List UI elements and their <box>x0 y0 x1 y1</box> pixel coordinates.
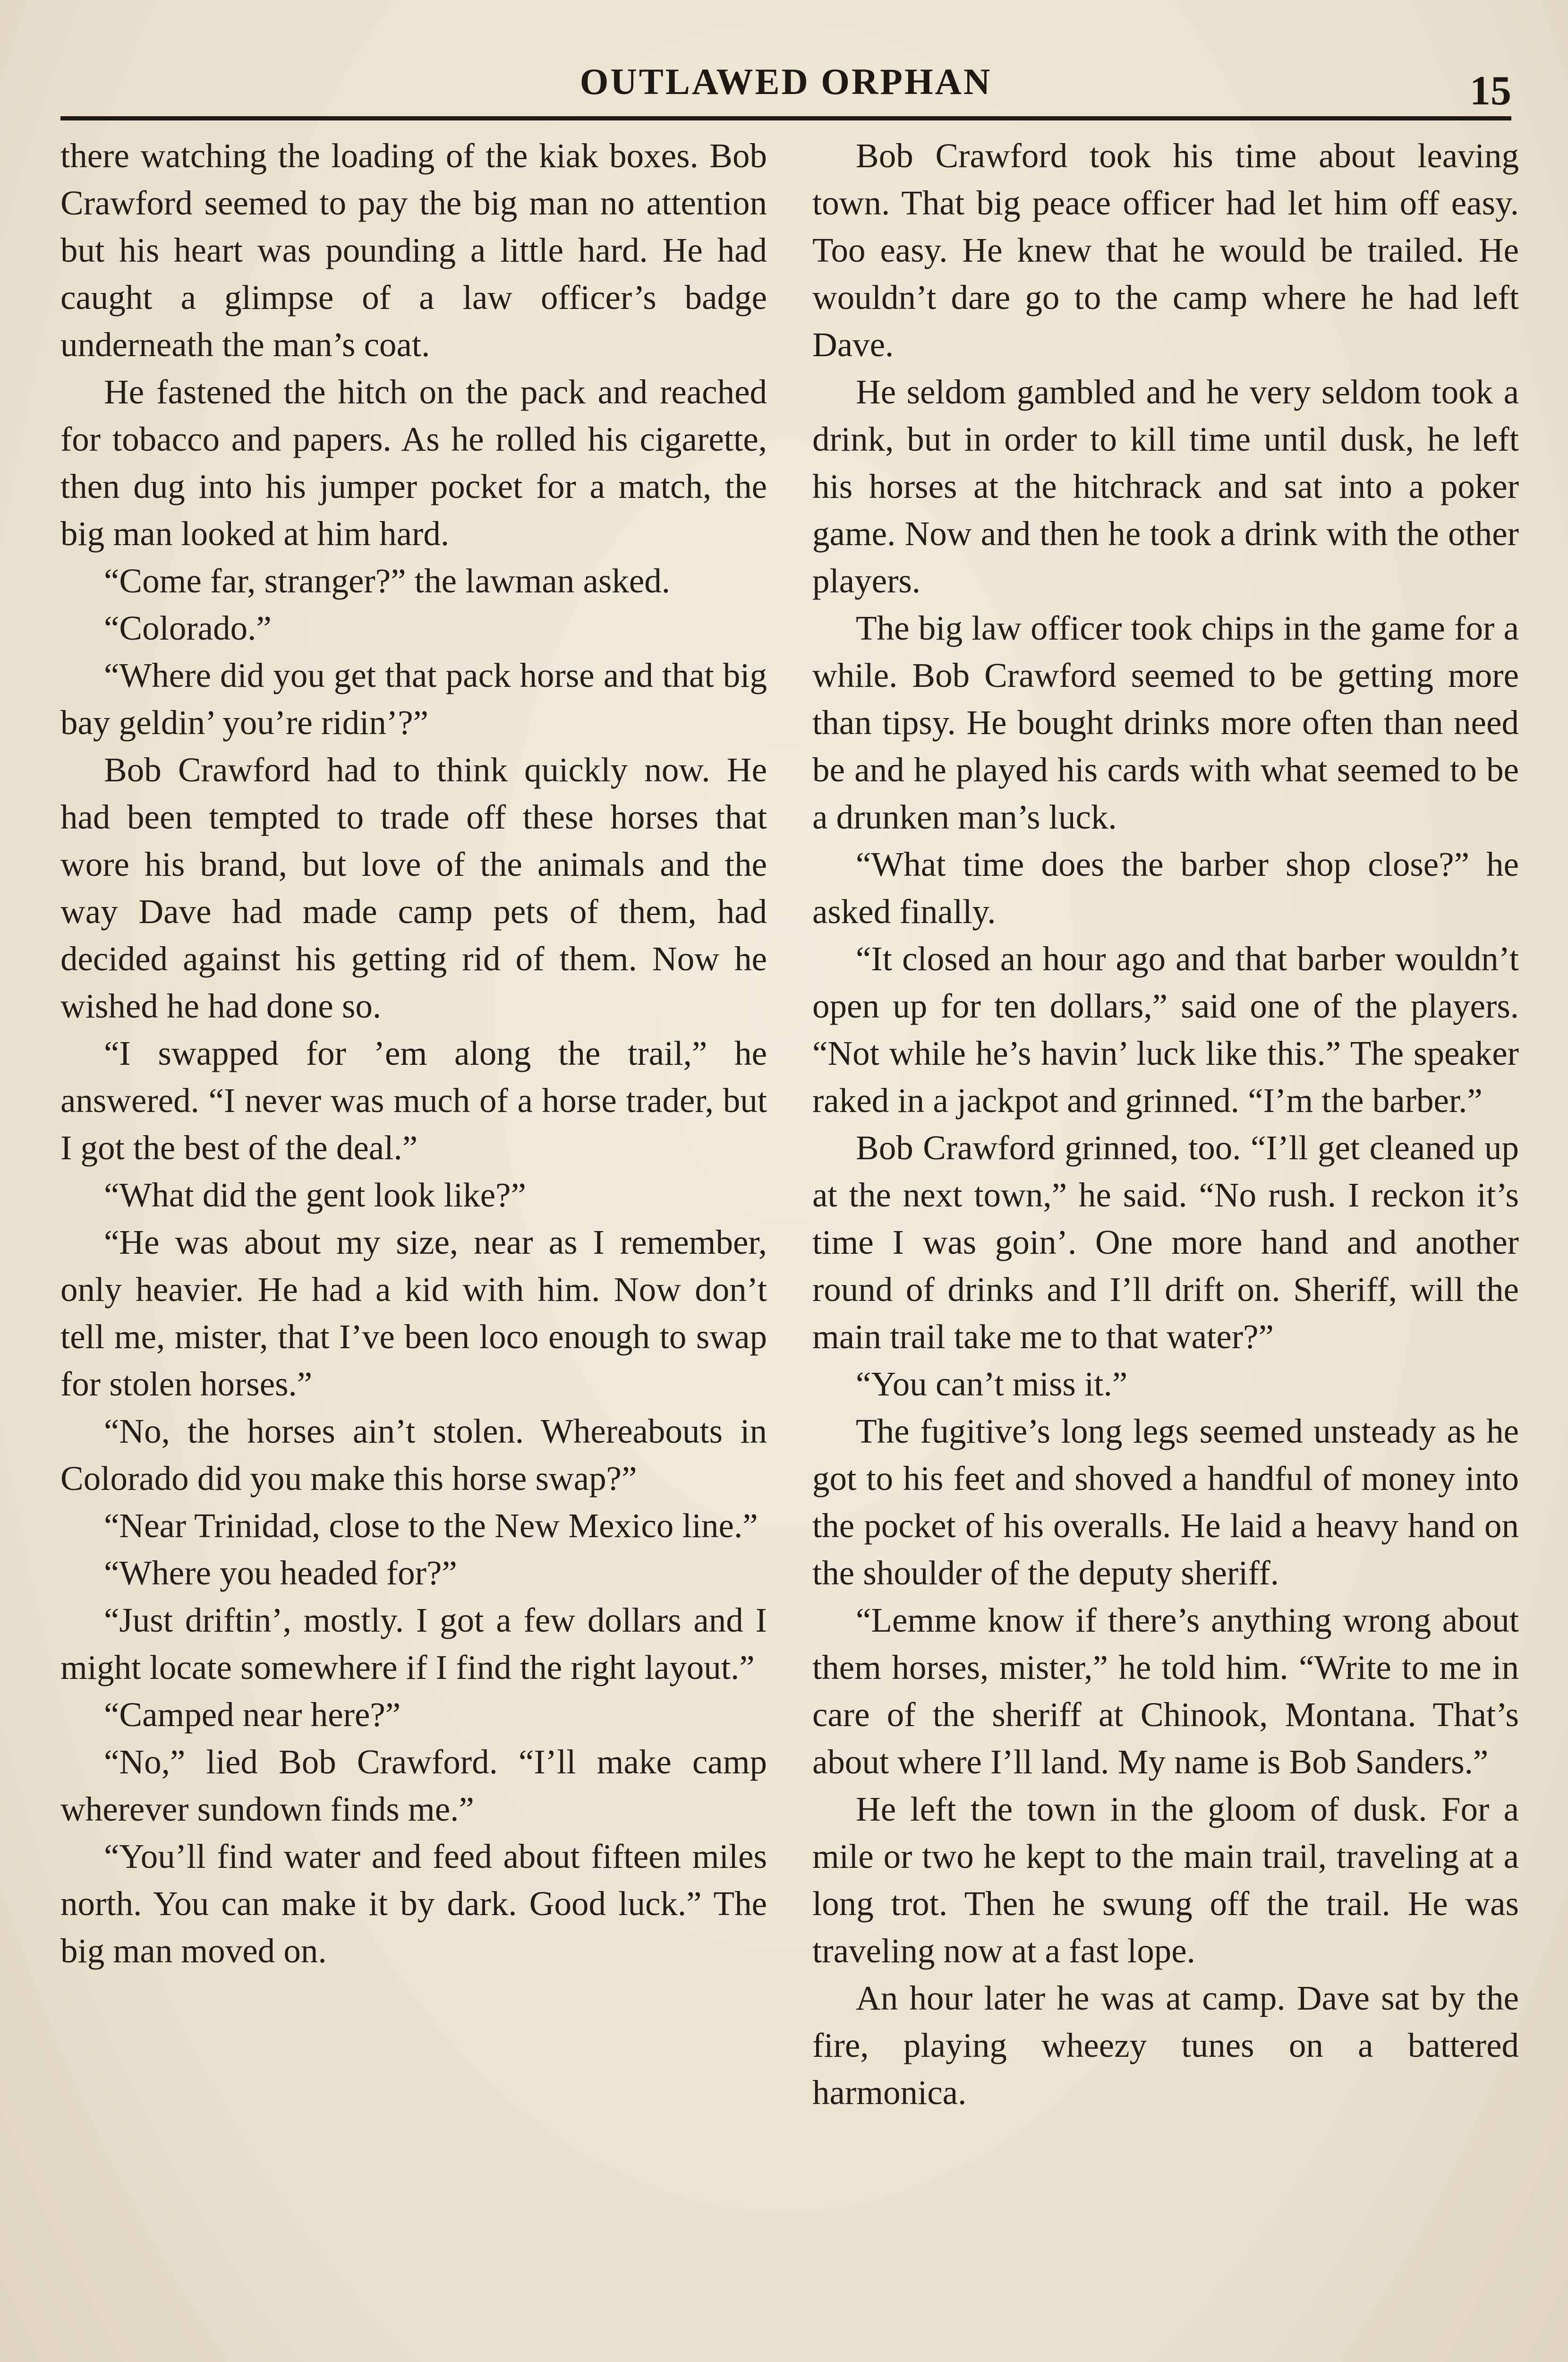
paragraph: He left the town in the gloom of dusk. For a mile or two he kept to the main trail, traveling at a long trot. Then he swung off the trail. He was traveling now at a fast lope. <box>812 1790 1519 1970</box>
paragraph: “You’ll find water and feed about fifteen miles north. You can make it by dark. Good luck.” The big man moved on. <box>60 1837 767 1970</box>
paragraph: “Lemme know if there’s anything wrong about them horses, mister,” he told him. “Write to me in care of the sheriff at Chinook, Montana. That’s about where I’ll land. My name is Bob Sanders.” <box>812 1601 1519 1781</box>
paragraph: Bob Crawford had to think quickly now. He had been tempted to trade off these horses that wore his brand, but love of the animals and the way Dave had made camp pets of them, had decided against his getting rid of them. Now he wished he had done so. <box>60 751 767 1025</box>
paragraph: Bob Crawford grinned, too. “I’ll get cleaned up at the next town,” he said. “No rush. I reckon it’s time I was goin’. One more hand and another round of drinks and I’ll drift on. Sheriff, will the main trail take me to that water?” <box>812 1129 1519 1356</box>
paragraph: “Come far, stranger?” the lawman asked. <box>104 562 671 600</box>
paragraph: An hour later he was at camp. Dave sat by the fire, playing wheezy tunes on a battered harmonica. <box>812 1979 1519 2112</box>
paragraph: He seldom gambled and he very seldom took a drink, but in order to kill time until dusk, he left his horses at the hitchrack and sat into a poker game. Now and then he took a drink with the other players. <box>812 373 1519 600</box>
paragraph: “No, the horses ain’t stolen. Whereabouts in Colorado did you make this horse swap?” <box>60 1412 767 1498</box>
paragraph: “You can’t miss it.” <box>856 1365 1128 1403</box>
paragraph: “Just driftin’, mostly. I got a few dollars and I might locate somewhere if I find the right layout.” <box>60 1601 767 1686</box>
header-rule <box>60 116 1511 120</box>
paragraph: “Where did you get that pack horse and that big bay geldin’ you’re ridin’?” <box>60 656 767 742</box>
paragraph: “He was about my size, near as I remember, only heavier. He had a kid with him. Now don’t tell me, mister, that I’ve been loco enough to swap for stolen horses.” <box>60 1223 767 1403</box>
paragraph: He fastened the hitch on the pack and reached for tobacco and papers. As he rolled his cigarette, then dug into his jumper pocket for a match, the big man looked at him hard. <box>60 373 767 553</box>
paragraph: “Camped near here?” <box>104 1695 401 1734</box>
paragraph: “What did the gent look like?” <box>104 1176 526 1214</box>
running-head: OUTLAWED ORPHAN <box>579 61 992 102</box>
right-column <box>812 132 1519 2116</box>
paragraph: there watching the loading of the kiak boxes. Bob Crawford seemed to pay the big man no attention but his heart was pounding a little hard. He had caught a glimpse of a law officer’s badge underneath the man’s coat. <box>60 137 767 364</box>
paragraph: The fugitive’s long legs seemed unsteady as he got to his feet and shoved a handful of money into the pocket of his overalls. He laid a heavy hand on the shoulder of the deputy sheriff. <box>812 1412 1519 1592</box>
paragraph: Bob Crawford took his time about leaving town. That big peace officer had let him off easy. Too easy. He knew that he would be trailed. He wouldn’t dare go to the camp where he had left Dave. <box>812 137 1519 364</box>
page-number: 15 <box>1470 68 1511 114</box>
paragraph: “Where you headed for?” <box>104 1554 457 1592</box>
paragraph: “No,” lied Bob Crawford. “I’ll make camp wherever sundown finds me.” <box>60 1743 767 1828</box>
page-header <box>60 56 1511 122</box>
paragraph: The big law officer took chips in the game for a while. Bob Crawford seemed to be getting more than tipsy. He bought drinks more often than need be and he played his cards with what seemed to be a drunken man’s luck. <box>812 609 1519 836</box>
left-column <box>60 132 767 1975</box>
paragraph: “Near Trinidad, close to the New Mexico line.” <box>104 1506 758 1545</box>
paragraph: “What time does the barber shop close?” he asked finally. <box>812 845 1519 931</box>
paragraph: “Colorado.” <box>104 609 272 647</box>
paragraph: “It closed an hour ago and that barber wouldn’t open up for ten dollars,” said one of the players. “Not while he’s havin’ luck like this.” The speaker raked in a jackpot and grinned. “I’m the barber.” <box>812 940 1519 1120</box>
paragraph: “I swapped for ’em along the trail,” he answered. “I never was much of a horse trader, but I got the best of the deal.” <box>60 1034 767 1167</box>
